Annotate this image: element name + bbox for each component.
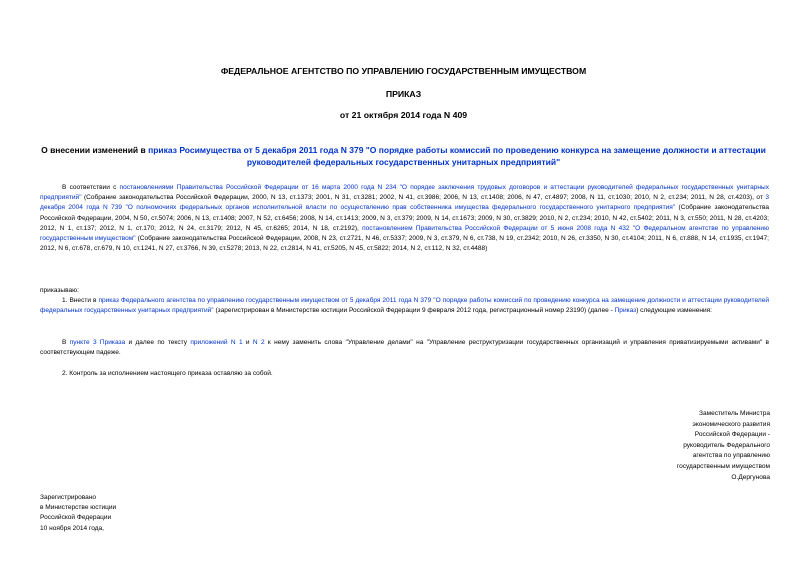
signature-block	[600, 409, 770, 483]
document-subject	[40, 144, 767, 168]
item-1-1-text-3: и	[242, 339, 253, 346]
signature-line: Заместитель Министра	[698, 410, 770, 417]
signature-line: агентства по управлению	[692, 452, 770, 460]
signature-line: Российской Федерации -	[694, 431, 770, 439]
signatory-name: О.Дергунова	[731, 473, 770, 481]
signature-line: экономического развития	[692, 420, 770, 428]
registration-block	[40, 493, 240, 534]
subject-order-link[interactable]: приказ Росимущества от 5 декабря 2011 года N 379 "О порядке работы комиссий по проведению конкурса на замещение должности и аттестации руководителей федеральных государственных унитарных предприятий"	[148, 145, 766, 167]
item-1-1-text-1: В	[62, 339, 70, 346]
signature-line: руководитель Федерального	[683, 441, 770, 449]
item-1-1-text-2: и далее по тексту	[125, 339, 191, 346]
order-379-link[interactable]: приказ Федерального агентства по управлению государственным имуществом от 5 декабря 2011 года N 379 "О порядке работы комиссий по проведению конкурса на замещение должности и аттестации руководителей федеральных государственных унитарных предприятий"	[40, 297, 769, 315]
registration-line: Зарегистрировано	[40, 494, 97, 501]
item-1-paragraph	[40, 296, 769, 316]
signature-line: государственным имуществом	[676, 462, 770, 470]
item-1-text-2: (зарегистрирован в Министерстве юстиции Российской Федерации 9 февраля 2012 года, регистрационный номер 23190) (далее -	[213, 307, 615, 315]
item-1-text-1: 1. Внести в	[62, 297, 99, 304]
item-2-paragraph: 2. Контроль за исполнением настоящего приказа оставляю за собой.	[62, 370, 273, 377]
appendix-2-link[interactable]: N 2	[252, 339, 265, 346]
item-1-1-text-4: к нему заменить слова "Управление делами" на "Управление реструктуризации государственных организаций и управления приватизируемыми активами" в соответствующем падеже.	[40, 339, 770, 357]
agency-title: ФЕДЕРАЛЬНОЕ АГЕНТСТВО ПО УПРАВЛЕНИЮ ГОСУДАРСТВЕННЫМ ИМУЩЕСТВОМ	[220, 66, 587, 76]
preamble-paragraph	[40, 183, 769, 254]
appendix-1-link[interactable]: приложений N 1	[190, 339, 243, 346]
registration-line: в Министерстве юстиции	[40, 504, 117, 512]
decree-234-link[interactable]: постановлениями Правительства Российской Федерации от 16 марта 2000 года N 234 "О порядке заключения трудовых договоров и аттестации руководителей федеральных государственных унитарных предприятий"	[40, 184, 769, 202]
preamble-text-3: (Собрание законодательства Российской Федерации, 2004, N 50, ст.5074; 2006, N 13, ст.1408; 2007, N 52, ст.6456; 2008, N 14, ст.1413; 2009, N 3, ст.379; 2009, N 14, ст.1673; 2009, N 30, ст.3829; 2010, N 2, ст.234; 2010, N 42, ст.5402; 2011, N 3, ст.550; 2011, N 28, ст.4203; 2012, N 1, ст.137; 2012, N 1, ст.170; 2012, N 24, ст.3179; 2012, N 45, ст.6265; 2014, N 18, ст.2192),	[40, 204, 769, 232]
registration-date: 10 ноября 2014 года,	[40, 524, 104, 532]
preamble-text-4: (Собрание законодательства Российской Федерации, 2008, N 23, ст.2721, N 46, ст.5337; 2009, N 3, ст.379, N 6, ст.738, N 19, ст.2342; 2010, N 26, ст.3350, N 30, ст.4104; 2011, N 6, ст.888, N 14, ст.1935, ст.1947; 2012, N 6, ст.678, ст.679, N 10, ст.1241, N 27, ст.3766, N 39, ст.5278; 2013, N 22, ст.2814, N 41, ст.5205, N 45, ст.5822; 2014, N 2, ст.112, N 32, ст.4488)	[40, 235, 769, 253]
order-word: приказываю:	[40, 287, 79, 294]
order-short-link[interactable]: Приказ	[614, 307, 637, 315]
item-1-text-3: ) следующие изменения:	[636, 307, 712, 315]
decree-432-link[interactable]: постановлением Правительства Российской Федерации от 5 июня 2008 года N 432 "О Федеральном агентстве по управлению государственным имуществом"	[40, 224, 769, 243]
document-date: от 21 октября 2014 года N 409	[339, 110, 468, 120]
document-type: ПРИКАЗ	[385, 89, 422, 99]
subject-prefix: О внесении изменений в	[41, 145, 149, 155]
registration-line: Российской Федерации	[40, 514, 112, 522]
item-1-1-paragraph	[40, 338, 769, 358]
clause-3-link[interactable]: пункте 3 Приказа	[69, 339, 126, 346]
preamble-text-1: В соответствии с	[62, 184, 120, 191]
preamble-text-2: (Собрание законодательства Российской Федерации, 2000, N 13, ст.1373; 2001, N 31, ст.3281; 2002, N 41, ст.3986; 2006, N 13, ст.1408; 2006, N 47, ст.4897; 2008, N 11, ст.1030; 2010, N 2, ст.234; 2011, N 28, ст.4203), от	[81, 194, 766, 202]
decree-739-link[interactable]: 3 декабря 2004 года N 739 "О полномочиях федеральных органов исполнительной власти по осуществлению прав собственника имущества федерального государственного унитарного предприятия"	[40, 194, 769, 212]
